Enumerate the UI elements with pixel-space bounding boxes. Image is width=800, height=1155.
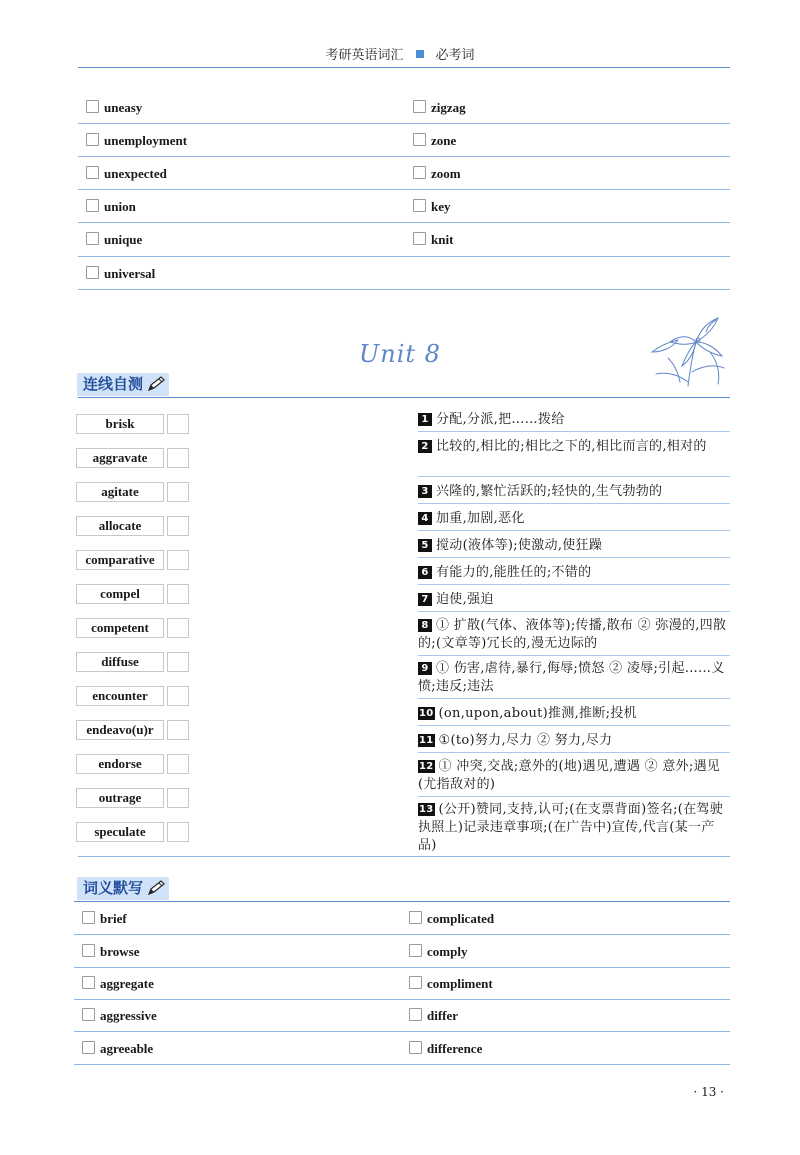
answer-box[interactable] (167, 652, 189, 672)
match-word: speculate (76, 822, 164, 842)
row-rule (418, 752, 730, 753)
match-word: allocate (76, 516, 164, 536)
checkbox-icon[interactable] (409, 944, 422, 957)
checkbox-icon[interactable] (86, 232, 99, 245)
definition-item: 4 加重,加剧,恶化 (418, 510, 730, 528)
checkbox-icon[interactable] (413, 100, 426, 113)
word-item[interactable]: aggressive (82, 1008, 157, 1024)
word-item[interactable]: zoom (413, 166, 461, 182)
section-rule (78, 397, 730, 398)
word-item[interactable]: difference (409, 1041, 482, 1057)
row-rule (418, 796, 730, 797)
dictation-section-label: 词义默写 (77, 877, 169, 900)
word-item[interactable]: key (413, 199, 451, 215)
checkbox-icon[interactable] (82, 976, 95, 989)
matching-section-label: 连线自测 (77, 373, 169, 396)
word-item[interactable]: aggregate (82, 976, 154, 992)
definition-item: 5 搅动(液体等);使激动,使狂躁 (418, 537, 730, 555)
answer-box[interactable] (167, 584, 189, 604)
checkbox-icon[interactable] (82, 1008, 95, 1021)
row-rule (74, 1064, 730, 1065)
definition-item: 12 ① 冲突,交战;意外的(地)遇见,遭遇 ② 意外;遇见(尤指敌对的) (418, 759, 721, 792)
definition-item: 3 兴隆的,繁忙活跃的;轻快的,生气勃勃的 (418, 483, 730, 501)
match-word: agitate (76, 482, 164, 502)
definition-item: 6 有能力的,能胜任的;不错的 (418, 564, 730, 582)
row-rule (78, 156, 730, 157)
section-rule (74, 901, 730, 902)
flower-illustration-icon (648, 312, 732, 388)
match-word: endeavo(u)r (76, 720, 164, 740)
word-item[interactable]: brief (82, 911, 127, 927)
word-item[interactable]: unexpected (86, 166, 167, 182)
row-rule (418, 698, 730, 699)
checkbox-icon[interactable] (409, 911, 422, 924)
definition-item: 7 迫使,强迫 (418, 591, 730, 609)
match-word: aggravate (76, 448, 164, 468)
checkbox-icon[interactable] (409, 1008, 422, 1021)
match-word: outrage (76, 788, 164, 808)
unit-title: Unit 8 (359, 340, 441, 368)
row-rule (74, 1031, 730, 1032)
definition-item: 2 比较的,相比的;相比之下的,相比而言的,相对的 (418, 438, 730, 456)
definition-number: 9 (418, 662, 432, 675)
checkbox-icon[interactable] (86, 166, 99, 179)
row-rule (74, 999, 730, 1000)
pencil-icon (146, 375, 166, 393)
word-item[interactable]: compliment (409, 976, 493, 992)
checkbox-icon[interactable] (86, 199, 99, 212)
word-item[interactable]: zone (413, 133, 456, 149)
word-item[interactable]: knit (413, 232, 453, 248)
answer-box[interactable] (167, 720, 189, 740)
definition-number: 12 (419, 761, 434, 772)
checkbox-icon[interactable] (409, 1041, 422, 1054)
row-rule (78, 189, 730, 190)
row-rule (78, 256, 730, 257)
row-rule (78, 289, 730, 290)
checkbox-icon[interactable] (409, 976, 422, 989)
word-item[interactable]: universal (86, 266, 155, 282)
checkbox-icon[interactable] (82, 911, 95, 924)
row-rule (418, 431, 730, 432)
match-word: competent (76, 618, 164, 638)
match-word: encounter (76, 686, 164, 706)
definition-item: 10 (on,upon,about)推测,推断;投机 (419, 706, 637, 721)
definition-item: 8 ① 扩散(气体、液体等);传播,散布 ② 弥漫的,四散的;(文章等)冗长的,漫无边际的 (418, 618, 727, 651)
word-item[interactable]: unemployment (86, 133, 187, 149)
answer-box[interactable] (167, 516, 189, 536)
row-rule (418, 530, 730, 531)
answer-box[interactable] (167, 550, 189, 570)
row-rule (418, 503, 730, 504)
word-item[interactable]: comply (409, 944, 467, 960)
definition-number: 8 (418, 619, 432, 632)
definition-number: 1 (418, 413, 432, 426)
checkbox-icon[interactable] (86, 266, 99, 279)
row-rule (78, 123, 730, 124)
square-bullet-icon (416, 50, 424, 58)
page-number: · 13 · (693, 1085, 724, 1099)
checkbox-icon[interactable] (82, 944, 95, 957)
definition-number: 13 (419, 804, 434, 815)
definition-item: 13 (公开)赞同,支持,认可;(在支票背面)签名;(在驾驶执照上)记录违章事项;(在广告中)宣传,代言(某一产品) (418, 802, 724, 853)
checkbox-icon[interactable] (413, 166, 426, 179)
checkbox-icon[interactable] (82, 1041, 95, 1054)
definition-number: 7 (418, 593, 432, 606)
pencil-icon (146, 879, 166, 897)
answer-box[interactable] (167, 686, 189, 706)
word-item[interactable]: browse (82, 944, 139, 960)
row-rule (418, 476, 730, 477)
match-word: compel (76, 584, 164, 604)
page-header (0, 44, 800, 63)
row-rule (418, 557, 730, 558)
row-rule (78, 222, 730, 223)
match-word: endorse (76, 754, 164, 774)
definition-number: 3 (418, 485, 432, 498)
definition-number: 4 (418, 512, 432, 525)
row-rule (418, 655, 730, 656)
checkbox-icon[interactable] (413, 133, 426, 146)
answer-box[interactable] (167, 414, 189, 434)
section-title: 必考词 (435, 48, 475, 63)
checkbox-icon[interactable] (86, 100, 99, 113)
word-item[interactable]: differ (409, 1008, 458, 1024)
definition-number: 10 (419, 708, 434, 719)
definition-item: 1 分配,分派,把……拨给 (418, 411, 730, 429)
header-rule (78, 67, 730, 68)
word-item[interactable]: agreeable (82, 1041, 153, 1057)
word-item[interactable]: unique (86, 232, 142, 248)
definition-number: 2 (418, 440, 432, 453)
row-rule (418, 611, 730, 612)
word-item[interactable]: zigzag (413, 100, 466, 116)
answer-box[interactable] (167, 822, 189, 842)
definition-number: 5 (418, 539, 432, 552)
word-item[interactable]: uneasy (86, 100, 142, 116)
answer-box[interactable] (167, 618, 189, 638)
row-rule (74, 934, 730, 935)
answer-box[interactable] (167, 448, 189, 468)
answer-box[interactable] (167, 788, 189, 808)
match-word: comparative (76, 550, 164, 570)
row-rule (74, 967, 730, 968)
match-word: brisk (76, 414, 164, 434)
match-word: diffuse (76, 652, 164, 672)
answer-box[interactable] (167, 754, 189, 774)
checkbox-icon[interactable] (413, 232, 426, 245)
row-rule (418, 725, 730, 726)
definition-number: 6 (418, 566, 432, 579)
row-rule (418, 584, 730, 585)
checkbox-icon[interactable] (86, 133, 99, 146)
definition-item: 11 ①(to)努力,尽力 ② 努力,尽力 (419, 733, 613, 748)
definition-item: 9 ① 伤害,虐待,暴行,侮辱;愤怒 ② 凌辱;引起……义愤;违反;违法 (418, 661, 725, 694)
section-rule (78, 856, 730, 857)
definition-number: 11 (419, 735, 434, 746)
word-item[interactable]: complicated (409, 911, 494, 927)
checkbox-icon[interactable] (413, 199, 426, 212)
word-item[interactable]: union (86, 199, 136, 215)
answer-box[interactable] (167, 482, 189, 502)
book-title: 考研英语词汇 (325, 48, 404, 63)
